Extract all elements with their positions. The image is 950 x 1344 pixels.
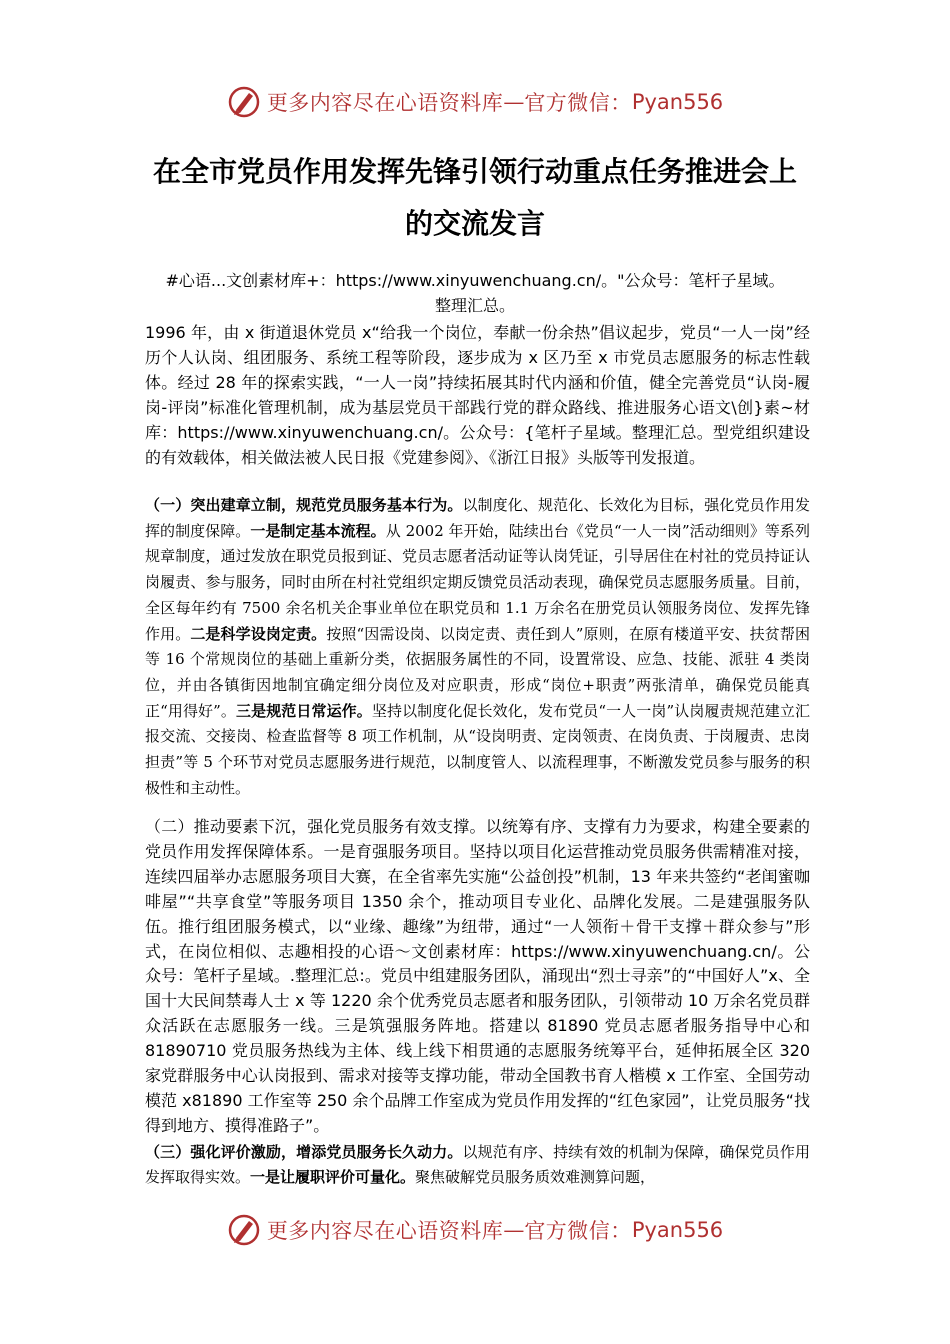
section-1-point-1-heading: 一是制定基本流程。 [250,521,386,540]
title-line-2: 的交流发言 [404,207,545,240]
page-title [130,146,820,250]
paragraph-section-1 [145,493,810,801]
section-1-text: 以制度化、规范化、长效化为目标，强化党员作用发挥的制度保障。 [145,496,810,540]
section-3-heading: （三）强化评价激励，增添党员服务长久动力。 [145,1143,463,1161]
banner-wechat-id: Pyan556 [631,90,724,114]
section-1-heading: （一）突出建章立制，规范党员服务基本行为。 [145,496,463,514]
banner-main-text: 更多内容尽在心语资料库 [266,91,504,115]
header-banner [0,82,950,122]
source-line-2: 整理汇总。 [434,296,515,315]
section-3-point-1-text: 聚焦破解党员服务质效难测算问题， [415,1168,656,1186]
banner-wechat-label: 官方微信： [524,91,632,115]
section-3-text: 以规范有序、持续有效的机制为保障，确保党员作用发挥取得实效。 [145,1143,810,1186]
banner-wechat-id: Pyan556 [631,1218,724,1242]
paragraph-section-3 [145,1140,810,1190]
section-1-point-2-heading: 二是科学设岗定责。 [190,624,327,643]
paragraph-intro: 1996 年，由 x 街道退休党员 x“给我一个岗位，奉献一份余热”倡议起步，党员“一人一岗”经历个人认岗、组团服务、系统工程等阶段，逐步成为 x 区乃至 x 市党员志愿服务的标志性载体。经过 28 年的探索实践，“一人一岗”持续拓展其时代内涵和价值，健全完善党员“认岗-履岗-评岗”标准化管理机制，成为基层党员干部践行党的群众路线、推进服务心语文\创}素~材库：https://www.xinyuwenchuang.cn/。公众号：{笔杆子星域。整理汇总。型党组织建设的有效载体，相关做法被人民日报《党建参阅》、《浙江日报》头版等刊发报道。 [145,323,810,467]
section-1-point-2-text: 按照“因需设岗、以岗定责、责任到人”原则，在原有楼道平安、扶贫帮困等 16 个常规岗位的基础上重新分类，依据服务属性的不同，设置常设、应急、技能、派驻 4 类岗位，并由各镇街因地制宜确定细分岗位及对应职责，形成“岗位+职责”两张清单，确保党员能真正“用得好”。 [145,624,810,720]
pen-logo-icon [227,1213,261,1247]
footer-banner [0,1210,950,1250]
banner-dash: — [503,1218,525,1242]
banner-main-text: 更多内容尽在心语资料库 [266,1219,504,1243]
section-1-point-3-heading: 三是规范日常运作。 [236,701,372,720]
pen-logo-icon [227,85,261,119]
title-line-1: 在全市党员作用发挥先锋引领行动重点任务推进会上 [152,155,797,188]
paragraph-section-2: （二）推动要素下沉，强化党员服务有效支撑。以统筹有序、支撑有力为要求，构建全要素的党员作用发挥保障体系。一是育强服务项目。坚持以项目化运营推动党员服务供需精准对接，连续四届举办志愿服务项目大赛，在全省率先实施“公益创投”机制，13 年来共签约“老闺蜜咖啡屋”“共享食堂”等服务项目 1350 余个，推动项目专业化、品牌化发展。二是建强服务队伍。推行组团服务模式，以“业缘、趣缘”为纽带，通过“一人领衔＋骨干支撑＋群众参与”形式，在岗位相似、志趣相投的心语～文创素材库：https://www.xinyuwenchuang.cn/。公众号：笔杆子星域。.整理汇总:。党员中组建服务团队，涌现出“烈士寻亲”的“中国好人”x、全国十大民间禁毒人士 x 等 1220 余个优秀党员志愿者和服务团队，引领带动 10 万余名党员群众活跃在志愿服务一线。三是筑强服务阵地。搭建以 81890 党员志愿者服务指导中心和 81890710 党员服务热线为主体、线上线下相贯通的志愿服务统筹平台，延伸拓展全区 320 家党群服务中心认岗报到、需求对接等支撑功能，带动全国教书育人楷模 x 工作室、全国劳动模范 x81890 工作室等 250 余个品牌工作室成为党员作用发挥的“红色家园”，让党员服务“找得到地方、摸得准路子”。 [145,817,810,1135]
banner-dash: — [503,90,525,114]
source-line-1: #心语...文创素材库+：https://www.xinyuwenchuang.cn/。"公众号：笔杆子星域。 [165,271,785,290]
section-1-point-1-text: 从 2002 年开始，陆续出台《党员“一人一岗”活动细则》等系列规章制度，通过发放在职党员报到证、党员志愿者活动证等认岗凭证，引导居住在村社的党员持证认岗履责、参与服务，同时由所在村社党组织定期反馈党员活动表现，确保党员志愿服务质量。目前，全区每年约有 7500 余名机关企事业单位在职党员和 1.1 万余名在册党员认领服务岗位、发挥先锋作用。 [145,521,810,643]
section-1-point-3-text: 坚持以制度化促长效化，发布党员“一人一岗”认岗履责规范建立汇报交流、交接岗、检查监督等 8 项工作机制，从“设岗明责、定岗领责、在岗负责、于岗履责、忠岗担责”等 5 个环节对党员志愿服务进行规范，以制度管人、以流程理事，不断激发党员参与服务的积极性和主动性。 [145,701,810,797]
banner-wechat-label: 官方微信： [524,1219,632,1243]
source-line [145,268,805,318]
section-3-point-1-heading: 一是让履职评价可量化。 [250,1168,416,1186]
